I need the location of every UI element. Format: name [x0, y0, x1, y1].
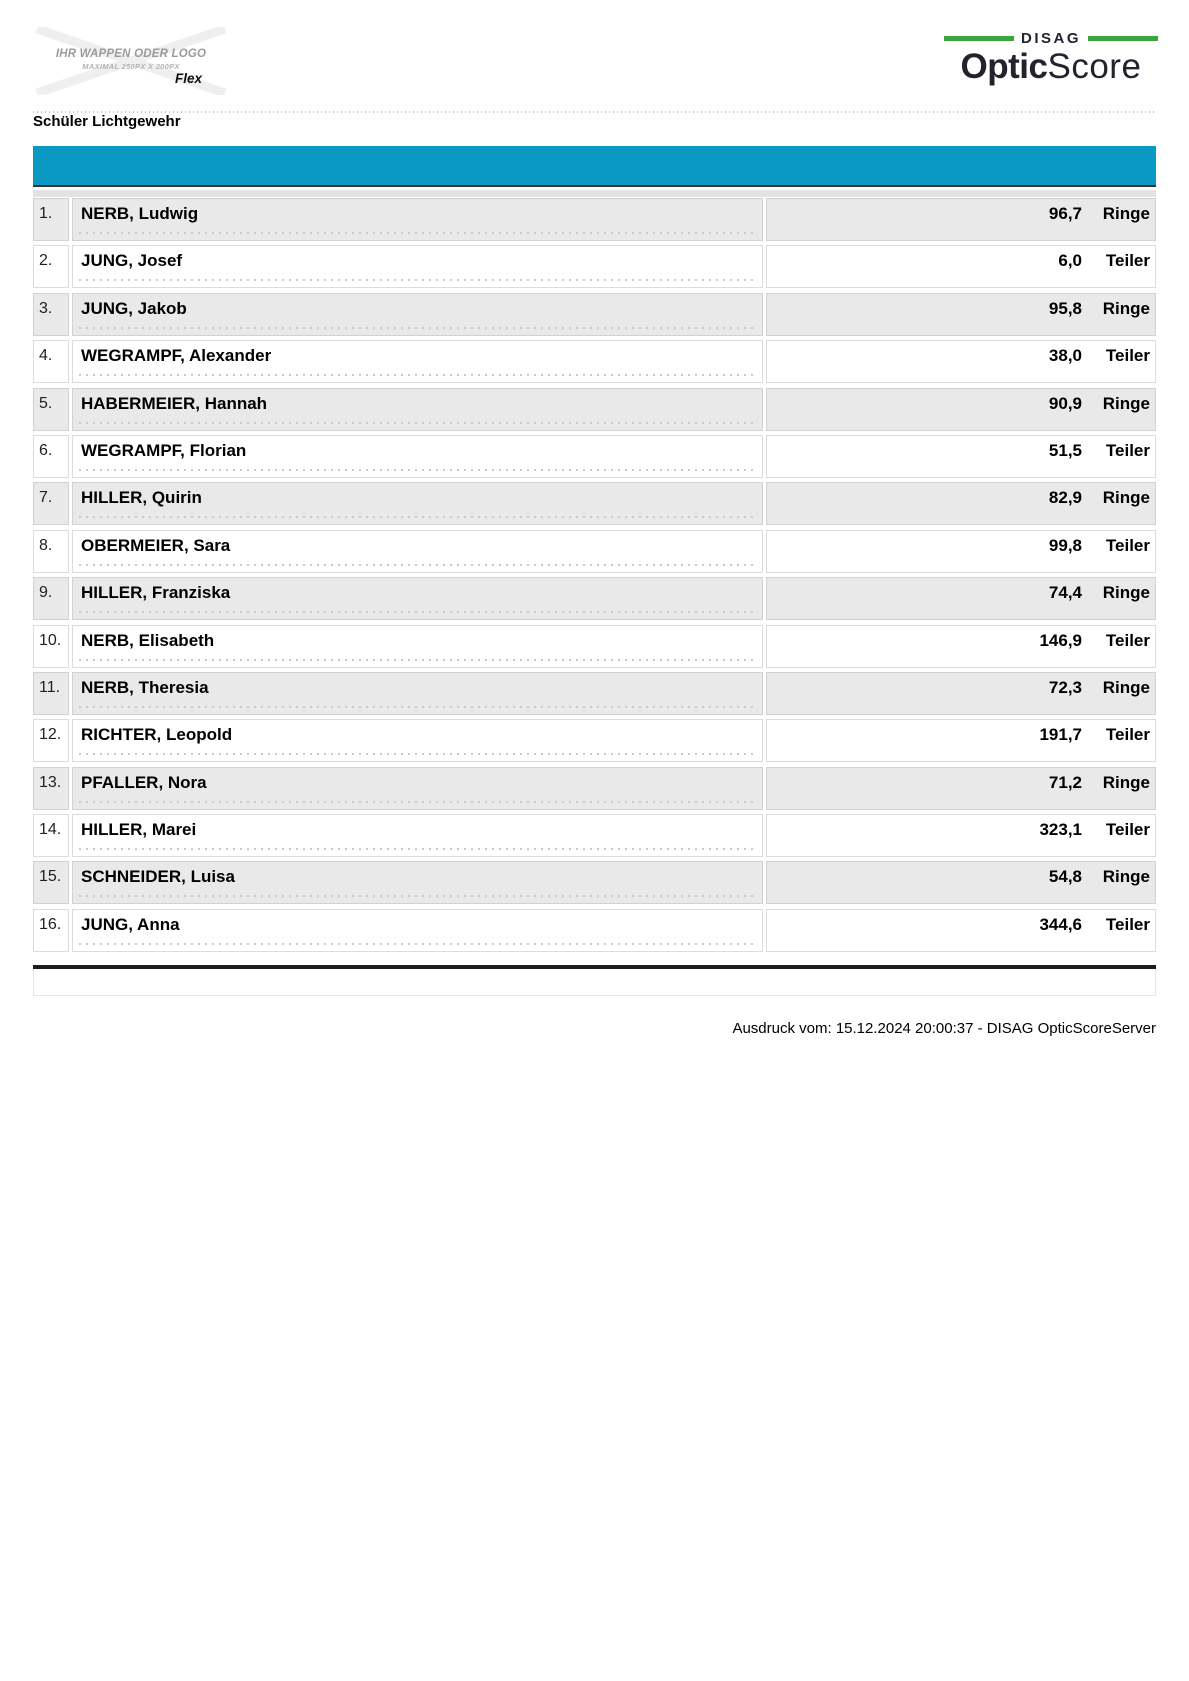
dotted-leader	[79, 848, 754, 850]
logo-placeholder-text: IHR WAPPEN ODER LOGO	[55, 48, 207, 60]
green-bar-right	[1088, 36, 1158, 41]
disag-label: DISAG	[1021, 30, 1082, 47]
dotted-leader	[79, 279, 754, 281]
name-cell	[72, 530, 763, 573]
score-unit: Ringe	[1102, 867, 1150, 887]
score-value: 99,8	[1048, 535, 1082, 555]
score-unit: Teiler	[1105, 535, 1150, 555]
table-row	[33, 577, 1156, 620]
score-cell	[766, 482, 1156, 525]
shooter-name: NERB, Ludwig	[81, 204, 199, 223]
table-row	[33, 293, 1156, 336]
shooter-name: JUNG, Jakob	[81, 298, 187, 318]
rank-label: 4.	[39, 347, 53, 365]
score-cell	[766, 530, 1156, 573]
table-row	[33, 435, 1156, 478]
score-unit: Ringe	[1102, 204, 1150, 223]
score-cell	[766, 577, 1156, 620]
score-value: 96,7	[1048, 204, 1082, 223]
score-cell	[766, 909, 1156, 952]
score-cell	[766, 340, 1156, 383]
rank-label: 2.	[39, 252, 53, 270]
category-header-bar	[33, 146, 1156, 187]
score-cell	[766, 435, 1156, 478]
name-cell	[72, 482, 763, 525]
name-cell	[72, 577, 763, 620]
table-row	[33, 861, 1156, 904]
rank-cell	[33, 482, 69, 525]
score-value: 6,0	[1058, 251, 1082, 271]
score-value: 95,8	[1048, 298, 1082, 318]
score-cell	[766, 245, 1156, 288]
rank-cell	[33, 577, 69, 620]
score-unit: Ringe	[1102, 583, 1150, 603]
rank-cell	[33, 530, 69, 573]
score-cell	[766, 861, 1156, 904]
score-cell	[766, 672, 1156, 715]
score-cell	[766, 293, 1156, 336]
rank-cell	[33, 198, 69, 241]
score-value: 51,5	[1048, 440, 1082, 460]
name-cell	[72, 672, 763, 715]
rank-label: 1.	[39, 205, 53, 222]
dotted-leader	[79, 895, 754, 897]
name-cell	[72, 719, 763, 762]
rank-label: 5.	[39, 394, 53, 412]
rank-cell	[33, 245, 69, 288]
rank-cell	[33, 719, 69, 762]
score-value: 74,4	[1048, 583, 1082, 603]
table-row	[33, 672, 1156, 715]
rank-cell	[33, 767, 69, 810]
dotted-leader	[79, 232, 754, 234]
rank-cell	[33, 293, 69, 336]
score-value: 191,7	[1039, 725, 1082, 745]
score-value: 38,0	[1048, 346, 1082, 366]
score-value: 54,8	[1048, 867, 1082, 887]
rank-label: 8.	[39, 536, 53, 554]
dotted-leader	[79, 516, 754, 518]
score-cell	[766, 198, 1156, 241]
empty-footer-box	[33, 969, 1156, 996]
rank-label: 3.	[39, 299, 53, 317]
table-row	[33, 530, 1156, 573]
score-cell	[766, 767, 1156, 810]
shooter-name: RICHTER, Leopold	[81, 725, 233, 745]
dotted-leader	[79, 753, 754, 755]
table-top-strip	[33, 190, 1156, 197]
disag-opticscore-logo	[944, 30, 1158, 86]
shooter-name: OBERMEIER, Sara	[81, 535, 231, 555]
rank-label: 6.	[39, 441, 53, 459]
score-unit: Teiler	[1105, 440, 1150, 460]
rank-cell	[33, 435, 69, 478]
dotted-leader	[79, 422, 754, 424]
table-row	[33, 767, 1156, 810]
shooter-name: SCHNEIDER, Luisa	[81, 867, 235, 887]
score-value: 72,3	[1048, 677, 1082, 697]
shooter-name: HILLER, Franziska	[81, 583, 231, 603]
name-cell	[72, 861, 763, 904]
dotted-leader	[79, 611, 754, 613]
rank-cell	[33, 909, 69, 952]
table-row	[33, 245, 1156, 288]
shooter-name: WEGRAMPF, Florian	[81, 440, 247, 460]
green-bar-left	[944, 36, 1014, 41]
wordmark-score: Score	[1047, 47, 1142, 86]
opticscore-wordmark	[944, 49, 1158, 86]
shooter-name: JUNG, Anna	[81, 914, 180, 934]
name-cell	[72, 625, 763, 668]
score-value: 344,6	[1039, 914, 1082, 934]
score-unit: Teiler	[1105, 725, 1150, 745]
name-cell	[72, 435, 763, 478]
score-unit: Teiler	[1105, 251, 1150, 271]
score-cell	[766, 719, 1156, 762]
dotted-leader	[79, 374, 754, 376]
score-value: 146,9	[1039, 630, 1082, 650]
score-unit: Ringe	[1102, 298, 1150, 318]
table-row	[33, 719, 1156, 762]
name-cell	[72, 909, 763, 952]
shooter-name: JUNG, Josef	[81, 251, 183, 271]
rank-label: 12.	[39, 726, 62, 744]
score-cell	[766, 388, 1156, 431]
rank-label: 10.	[39, 631, 62, 649]
shooter-name: HABERMEIER, Hannah	[81, 393, 268, 413]
rank-label: 7.	[39, 489, 53, 507]
logo-placeholder-subtext: MAXIMAL 250PX X 200PX	[82, 62, 180, 71]
name-cell	[72, 340, 763, 383]
rank-label: 9.	[39, 584, 53, 602]
rank-cell	[33, 861, 69, 904]
score-unit: Teiler	[1105, 346, 1150, 366]
name-cell	[72, 293, 763, 336]
name-cell	[72, 245, 763, 288]
table-row	[33, 814, 1156, 857]
shooter-name: PFALLER, Nora	[81, 772, 207, 792]
table-row	[33, 909, 1156, 952]
table-row	[33, 625, 1156, 668]
score-unit: Teiler	[1105, 914, 1150, 934]
table-row	[33, 340, 1156, 383]
rank-cell	[33, 340, 69, 383]
score-unit: Teiler	[1105, 630, 1150, 650]
table-row	[33, 482, 1156, 525]
score-value: 71,2	[1048, 772, 1082, 792]
logo-signature: Flex	[175, 71, 203, 86]
dotted-leader	[79, 469, 754, 471]
disag-logo-top	[944, 30, 1158, 47]
score-unit: Ringe	[1102, 393, 1150, 413]
name-cell	[72, 814, 763, 857]
club-logo-placeholder	[35, 27, 227, 95]
shooter-name: NERB, Elisabeth	[81, 630, 215, 650]
rank-label: 16.	[39, 915, 62, 933]
rank-cell	[33, 672, 69, 715]
wordmark-optic: Optic	[960, 47, 1048, 86]
score-value: 82,9	[1048, 488, 1082, 508]
score-unit: Ringe	[1102, 488, 1150, 508]
dotted-leader	[79, 327, 754, 329]
rank-label: 11.	[39, 678, 61, 696]
name-cell	[72, 388, 763, 431]
name-cell	[72, 198, 763, 241]
dotted-leader	[79, 801, 754, 803]
shooter-name: HILLER, Marei	[81, 820, 197, 840]
rank-cell	[33, 388, 69, 431]
dotted-leader	[79, 706, 754, 708]
name-cell	[72, 767, 763, 810]
shooter-name: WEGRAMPF, Alexander	[81, 346, 272, 366]
score-cell	[766, 625, 1156, 668]
rank-label: 15.	[39, 868, 62, 886]
dotted-leader	[79, 659, 754, 661]
rank-cell	[33, 625, 69, 668]
score-cell	[766, 814, 1156, 857]
score-value: 323,1	[1039, 820, 1082, 840]
dotted-leader	[79, 564, 754, 566]
shooter-name: NERB, Theresia	[81, 677, 209, 697]
score-value: 90,9	[1048, 393, 1082, 413]
score-unit: Teiler	[1105, 820, 1150, 840]
page-title: Schüler Lichtgewehr	[33, 113, 181, 130]
rank-label: 13.	[39, 773, 62, 791]
dotted-leader	[79, 943, 754, 945]
shooter-name: HILLER, Quirin	[81, 488, 202, 508]
score-unit: Ringe	[1102, 772, 1150, 792]
header-dotted-separator	[33, 111, 1156, 113]
rank-cell	[33, 814, 69, 857]
rank-label: 14.	[39, 821, 62, 839]
score-unit: Ringe	[1102, 677, 1150, 697]
table-row	[33, 198, 1156, 241]
table-row	[33, 388, 1156, 431]
results-table	[33, 198, 1156, 956]
printout-timestamp: Ausdruck vom: 15.12.2024 20:00:37 - DISAG OpticScoreServer	[732, 1020, 1156, 1037]
